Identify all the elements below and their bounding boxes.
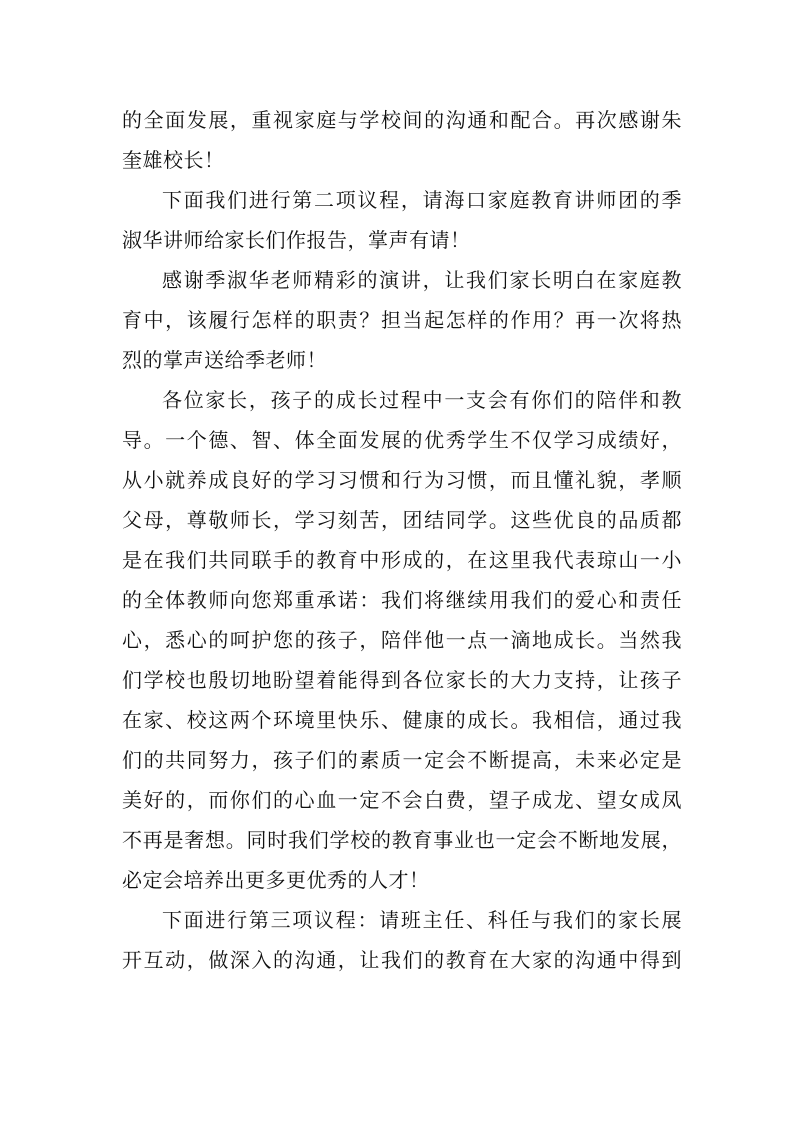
text-line: 奎雄校长！ <box>122 148 225 172</box>
text-line: 导。一个德、智、体全面发展的优秀学生不仅学习成绩好， <box>122 428 682 452</box>
text-line: 下面我们进行第二项议程，请海口家庭教育讲师团的季 <box>162 188 682 212</box>
text-line: 心，悉心的呵护您的孩子，陪伴他一点一滴地成长。当然我 <box>122 628 682 652</box>
text-line: 在家、校这两个环境里快乐、健康的成长。我相信，通过我 <box>122 708 682 732</box>
text-line: 下面进行第三项议程：请班主任、科任与我们的家长展 <box>162 908 682 932</box>
text-line: 的全面发展，重视家庭与学校间的沟通和配合。再次感谢朱 <box>122 108 682 132</box>
text-line: 育中，该履行怎样的职责？担当起怎样的作用？再一次将热 <box>122 308 682 332</box>
text-line: 是在我们共同联手的教育中形成的，在这里我代表琼山一小 <box>122 548 682 572</box>
text-line: 的全体教师向您郑重承诺：我们将继续用我们的爱心和责任 <box>122 588 682 612</box>
text-line: 父母，尊敬师长，学习刻苦，团结同学。这些优良的品质都 <box>122 508 682 532</box>
text-line: 感谢季淑华老师精彩的演讲，让我们家长明白在家庭教 <box>162 268 682 292</box>
text-line: 淑华讲师给家长们作报告，掌声有请！ <box>122 228 471 252</box>
text-line: 从小就养成良好的学习习惯和行为习惯，而且懂礼貌，孝顺 <box>122 468 682 492</box>
text-line: 烈的掌声送给季老师！ <box>122 348 327 372</box>
text-line: 美好的，而你们的心血一定不会白费，望子成龙、望女成凤 <box>122 788 682 812</box>
text-line: 们学校也殷切地盼望着能得到各位家长的大力支持，让孩子 <box>122 668 682 692</box>
text-line: 不再是奢想。同时我们学校的教育事业也一定会不断地发展， <box>122 828 682 852</box>
text-line: 开互动，做深入的沟通，让我们的教育在大家的沟通中得到 <box>122 948 682 972</box>
text-line: 各位家长，孩子的成长过程中一支会有你们的陪伴和教 <box>162 388 682 412</box>
document-body <box>122 100 682 980</box>
text-line: 们的共同努力，孩子们的素质一定会不断提高，未来必定是 <box>122 748 682 772</box>
text-line: 必定会培养出更多更优秀的人才！ <box>122 868 430 892</box>
